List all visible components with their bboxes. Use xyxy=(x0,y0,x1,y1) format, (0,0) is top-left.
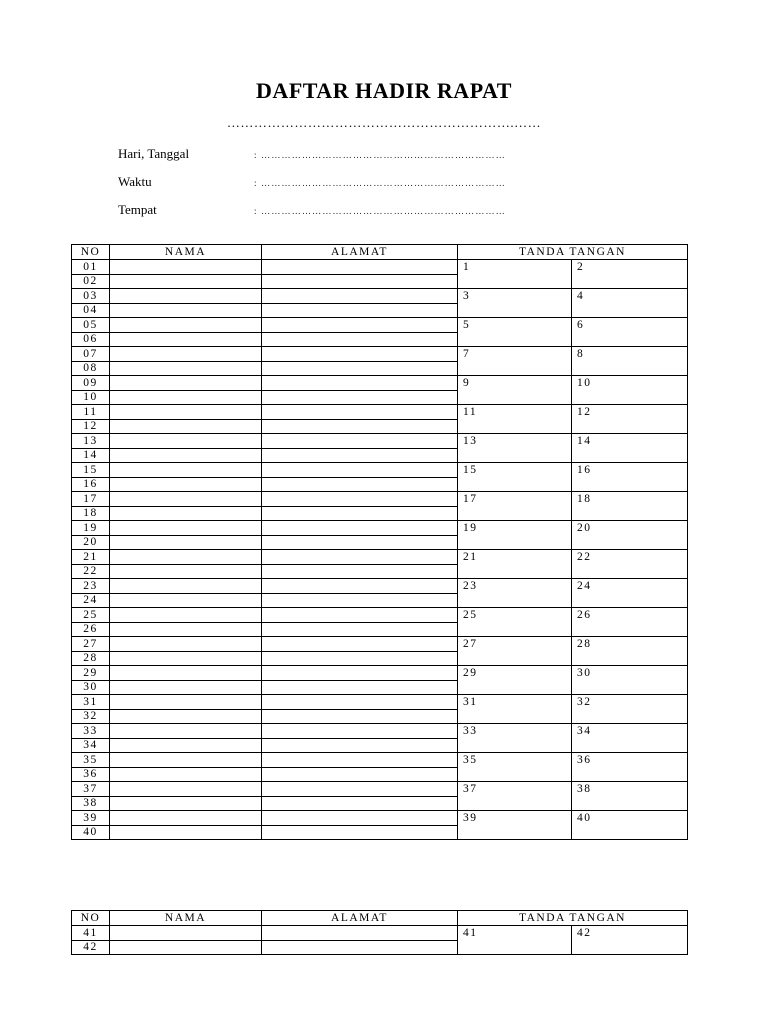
signature-cell[interactable]: 24 xyxy=(572,579,688,608)
nama-cell[interactable] xyxy=(110,637,262,652)
header-tanda-tangan: TANDA TANGAN xyxy=(458,245,688,260)
signature-cell[interactable]: 29 xyxy=(458,666,572,695)
table-row xyxy=(72,782,688,797)
row-number: 38 xyxy=(72,796,110,811)
alamat-cell[interactable] xyxy=(262,289,458,304)
signature-cell[interactable]: 14 xyxy=(572,434,688,463)
field-place xyxy=(118,202,506,218)
alamat-cell[interactable] xyxy=(262,593,458,608)
table-row xyxy=(72,318,688,333)
signature-cell[interactable]: 6 xyxy=(572,318,688,347)
row-number: 22 xyxy=(72,564,110,579)
signature-cell[interactable]: 30 xyxy=(572,666,688,695)
row-number: 34 xyxy=(72,738,110,753)
signature-cell[interactable]: 38 xyxy=(572,782,688,811)
nama-cell[interactable] xyxy=(110,709,262,724)
row-number: 06 xyxy=(72,332,110,347)
field-date-label: Hari, Tanggal xyxy=(118,146,190,161)
table-row xyxy=(72,637,688,652)
meeting-name-blank: ……………………………………………………….…… xyxy=(226,115,542,130)
alamat-cell[interactable] xyxy=(262,926,458,941)
alamat-cell[interactable] xyxy=(262,825,458,840)
signature-cell[interactable]: 3 xyxy=(458,289,572,318)
field-place-label: Tempat xyxy=(118,202,157,217)
nama-cell[interactable] xyxy=(110,782,262,797)
row-number: 42 xyxy=(72,940,110,955)
nama-cell[interactable] xyxy=(110,738,262,753)
signature-cell[interactable]: 42 xyxy=(572,926,688,955)
alamat-cell[interactable] xyxy=(262,535,458,550)
alamat-cell[interactable] xyxy=(262,709,458,724)
nama-cell[interactable] xyxy=(110,463,262,478)
alamat-cell[interactable] xyxy=(262,347,458,362)
nama-cell[interactable] xyxy=(110,796,262,811)
row-number: 41 xyxy=(72,926,110,941)
row-number: 17 xyxy=(72,492,110,507)
signature-cell[interactable]: 31 xyxy=(458,695,572,724)
nama-cell[interactable] xyxy=(110,274,262,289)
nama-cell[interactable] xyxy=(110,303,262,318)
signature-cell[interactable]: 37 xyxy=(458,782,572,811)
alamat-cell[interactable] xyxy=(262,521,458,536)
row-number: 35 xyxy=(72,753,110,768)
signature-cell[interactable]: 9 xyxy=(458,376,572,405)
signature-cell[interactable]: 18 xyxy=(572,492,688,521)
nama-cell[interactable] xyxy=(110,550,262,565)
table-row xyxy=(72,550,688,565)
header-no: NO xyxy=(72,245,110,260)
nama-cell[interactable] xyxy=(110,666,262,681)
alamat-cell[interactable] xyxy=(262,651,458,666)
row-number: 32 xyxy=(72,709,110,724)
alamat-cell[interactable] xyxy=(262,434,458,449)
header-alamat: ALAMAT xyxy=(262,245,458,260)
signature-cell[interactable]: 32 xyxy=(572,695,688,724)
nama-cell[interactable] xyxy=(110,521,262,536)
alamat-cell[interactable] xyxy=(262,419,458,434)
row-number: 16 xyxy=(72,477,110,492)
table-row xyxy=(72,811,688,826)
table-row xyxy=(72,463,688,478)
table-row xyxy=(72,579,688,594)
row-number: 11 xyxy=(72,405,110,420)
alamat-cell[interactable] xyxy=(262,390,458,405)
nama-cell[interactable] xyxy=(110,419,262,434)
row-number: 19 xyxy=(72,521,110,536)
row-number: 23 xyxy=(72,579,110,594)
signature-cell[interactable]: 21 xyxy=(458,550,572,579)
table-row xyxy=(72,608,688,623)
row-number: 04 xyxy=(72,303,110,318)
nama-cell[interactable] xyxy=(110,347,262,362)
alamat-cell[interactable] xyxy=(262,506,458,521)
nama-cell[interactable] xyxy=(110,695,262,710)
nama-cell[interactable] xyxy=(110,622,262,637)
signature-cell[interactable]: 41 xyxy=(458,926,572,955)
nama-cell[interactable] xyxy=(110,564,262,579)
signature-cell[interactable]: 17 xyxy=(458,492,572,521)
signature-cell[interactable]: 13 xyxy=(458,434,572,463)
alamat-cell[interactable] xyxy=(262,738,458,753)
signature-cell[interactable]: 10 xyxy=(572,376,688,405)
field-time-label: Waktu xyxy=(118,174,152,189)
alamat-cell[interactable] xyxy=(262,361,458,376)
alamat-cell[interactable] xyxy=(262,376,458,391)
signature-cell[interactable]: 25 xyxy=(458,608,572,637)
nama-cell[interactable] xyxy=(110,535,262,550)
row-number: 40 xyxy=(72,825,110,840)
nama-cell[interactable] xyxy=(110,593,262,608)
nama-cell[interactable] xyxy=(110,811,262,826)
table-row xyxy=(72,347,688,362)
nama-cell[interactable] xyxy=(110,434,262,449)
row-number: 30 xyxy=(72,680,110,695)
signature-cell[interactable]: 5 xyxy=(458,318,572,347)
row-number: 27 xyxy=(72,637,110,652)
alamat-cell[interactable] xyxy=(262,332,458,347)
row-number: 12 xyxy=(72,419,110,434)
row-number: 37 xyxy=(72,782,110,797)
row-number: 13 xyxy=(72,434,110,449)
row-number: 09 xyxy=(72,376,110,391)
signature-cell[interactable]: 33 xyxy=(458,724,572,753)
alamat-cell[interactable] xyxy=(262,477,458,492)
nama-cell[interactable] xyxy=(110,376,262,391)
nama-cell[interactable] xyxy=(110,926,262,941)
signature-cell[interactable]: 20 xyxy=(572,521,688,550)
table-row xyxy=(72,666,688,681)
nama-cell[interactable] xyxy=(110,492,262,507)
field-date xyxy=(118,146,506,162)
nama-cell[interactable] xyxy=(110,405,262,420)
alamat-cell[interactable] xyxy=(262,940,458,955)
field-time xyxy=(118,174,506,190)
signature-cell[interactable]: 34 xyxy=(572,724,688,753)
row-number: 21 xyxy=(72,550,110,565)
alamat-cell[interactable] xyxy=(262,492,458,507)
table-row xyxy=(72,434,688,449)
table-row xyxy=(72,405,688,420)
row-number: 36 xyxy=(72,767,110,782)
nama-cell[interactable] xyxy=(110,680,262,695)
nama-cell[interactable] xyxy=(110,289,262,304)
row-number: 10 xyxy=(72,390,110,405)
row-number: 03 xyxy=(72,289,110,304)
alamat-cell[interactable] xyxy=(262,695,458,710)
signature-cell[interactable]: 12 xyxy=(572,405,688,434)
alamat-cell[interactable] xyxy=(262,274,458,289)
document-title: DAFTAR HADIR RAPAT xyxy=(256,78,512,103)
attendance-table-2 xyxy=(71,910,688,955)
alamat-cell[interactable] xyxy=(262,405,458,420)
row-number: 07 xyxy=(72,347,110,362)
alamat-cell[interactable] xyxy=(262,579,458,594)
table-row xyxy=(72,492,688,507)
table-row xyxy=(72,753,688,768)
signature-cell[interactable]: 23 xyxy=(458,579,572,608)
nama-cell[interactable] xyxy=(110,477,262,492)
table-row xyxy=(72,260,688,275)
nama-cell[interactable] xyxy=(110,318,262,333)
row-number: 18 xyxy=(72,506,110,521)
signature-cell[interactable]: 19 xyxy=(458,521,572,550)
nama-cell[interactable] xyxy=(110,651,262,666)
signature-cell[interactable]: 2 xyxy=(572,260,688,289)
nama-cell[interactable] xyxy=(110,361,262,376)
header-alamat: ALAMAT xyxy=(262,911,458,926)
table-row xyxy=(72,695,688,710)
signature-cell[interactable]: 27 xyxy=(458,637,572,666)
signature-cell[interactable]: 8 xyxy=(572,347,688,376)
row-number: 20 xyxy=(72,535,110,550)
alamat-cell[interactable] xyxy=(262,753,458,768)
nama-cell[interactable] xyxy=(110,940,262,955)
alamat-cell[interactable] xyxy=(262,724,458,739)
row-number: 14 xyxy=(72,448,110,463)
signature-cell[interactable]: 36 xyxy=(572,753,688,782)
signature-cell[interactable]: 35 xyxy=(458,753,572,782)
table-row xyxy=(72,926,688,941)
signature-cell[interactable]: 16 xyxy=(572,463,688,492)
nama-cell[interactable] xyxy=(110,260,262,275)
row-number: 26 xyxy=(72,622,110,637)
alamat-cell[interactable] xyxy=(262,666,458,681)
table-row xyxy=(72,289,688,304)
row-number: 28 xyxy=(72,651,110,666)
table-row xyxy=(72,521,688,536)
signature-cell[interactable]: 15 xyxy=(458,463,572,492)
alamat-cell[interactable] xyxy=(262,608,458,623)
row-number: 24 xyxy=(72,593,110,608)
row-number: 01 xyxy=(72,260,110,275)
nama-cell[interactable] xyxy=(110,448,262,463)
signature-cell[interactable]: 7 xyxy=(458,347,572,376)
nama-cell[interactable] xyxy=(110,767,262,782)
attendance-table-1 xyxy=(71,244,688,840)
header-no: NO xyxy=(72,911,110,926)
row-number: 31 xyxy=(72,695,110,710)
nama-cell[interactable] xyxy=(110,506,262,521)
alamat-cell[interactable] xyxy=(262,637,458,652)
alamat-cell[interactable] xyxy=(262,680,458,695)
alamat-cell[interactable] xyxy=(262,318,458,333)
alamat-cell[interactable] xyxy=(262,564,458,579)
alamat-cell[interactable] xyxy=(262,767,458,782)
table-header-row xyxy=(72,911,688,926)
row-number: 02 xyxy=(72,274,110,289)
alamat-cell[interactable] xyxy=(262,463,458,478)
nama-cell[interactable] xyxy=(110,579,262,594)
signature-cell[interactable]: 11 xyxy=(458,405,572,434)
signature-cell[interactable]: 40 xyxy=(572,811,688,840)
row-number: 29 xyxy=(72,666,110,681)
signature-cell[interactable]: 4 xyxy=(572,289,688,318)
nama-cell[interactable] xyxy=(110,608,262,623)
row-number: 15 xyxy=(72,463,110,478)
row-number: 05 xyxy=(72,318,110,333)
alamat-cell[interactable] xyxy=(262,550,458,565)
nama-cell[interactable] xyxy=(110,753,262,768)
nama-cell[interactable] xyxy=(110,724,262,739)
nama-cell[interactable] xyxy=(110,825,262,840)
signature-cell[interactable]: 1 xyxy=(458,260,572,289)
signature-cell[interactable]: 22 xyxy=(572,550,688,579)
table-row xyxy=(72,724,688,739)
table-header-row xyxy=(72,245,688,260)
header-nama: NAMA xyxy=(110,245,262,260)
alamat-cell[interactable] xyxy=(262,811,458,826)
alamat-cell[interactable] xyxy=(262,622,458,637)
nama-cell[interactable] xyxy=(110,332,262,347)
alamat-cell[interactable] xyxy=(262,796,458,811)
alamat-cell[interactable] xyxy=(262,448,458,463)
header-nama: NAMA xyxy=(110,911,262,926)
signature-cell[interactable]: 28 xyxy=(572,637,688,666)
signature-cell[interactable]: 26 xyxy=(572,608,688,637)
header-tanda-tangan: TANDA TANGAN xyxy=(458,911,688,926)
row-number: 08 xyxy=(72,361,110,376)
signature-cell[interactable]: 39 xyxy=(458,811,572,840)
alamat-cell[interactable] xyxy=(262,260,458,275)
alamat-cell[interactable] xyxy=(262,303,458,318)
field-date-value: : ……………………………………………………………… xyxy=(254,150,506,160)
row-number: 25 xyxy=(72,608,110,623)
nama-cell[interactable] xyxy=(110,390,262,405)
table-row xyxy=(72,376,688,391)
row-number: 33 xyxy=(72,724,110,739)
field-place-value: : ……………………………………………………………… xyxy=(254,206,506,216)
alamat-cell[interactable] xyxy=(262,782,458,797)
field-time-value: : ……………………………………………………………… xyxy=(254,178,506,188)
row-number: 39 xyxy=(72,811,110,826)
